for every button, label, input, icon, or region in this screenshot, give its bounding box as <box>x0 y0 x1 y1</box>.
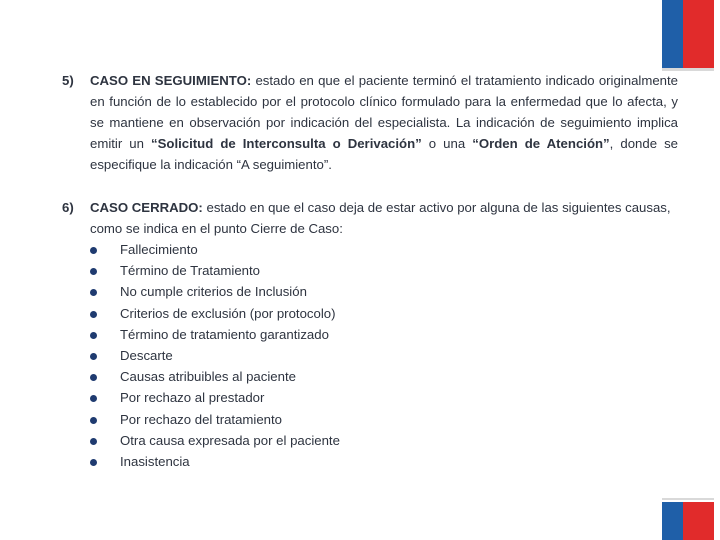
list-item-label: Criterios de exclusión (por protocolo) <box>120 305 336 321</box>
item-body <box>90 70 678 175</box>
list-item-label: Causas atribuibles al paciente <box>120 369 296 385</box>
list-item-label: Fallecimiento <box>120 242 198 257</box>
flag-red-stripe <box>683 0 714 68</box>
bullet-icon <box>90 247 97 254</box>
item-caso-cerrado <box>62 197 678 472</box>
flag-blue-stripe <box>662 0 683 68</box>
bullet-icon <box>90 438 97 445</box>
list-item-label: Otra causa expresada por el paciente <box>120 432 340 448</box>
flag-red-stripe <box>683 502 714 540</box>
item-title: CASO EN SEGUIMIENTO: <box>90 73 252 88</box>
bullet-icon <box>90 417 97 424</box>
item-paragraph <box>90 197 678 239</box>
list-item-label: Término de Tratamiento <box>120 263 260 279</box>
item-body <box>90 197 678 472</box>
item-number: 6) <box>62 200 74 215</box>
list-item-label: Por rechazo del tratamiento <box>120 411 282 427</box>
bold-phrase: “Solicitud de Interconsulta o Derivación” <box>151 136 422 151</box>
item-text: estado en que el paciente terminó el tratamiento indicado originalmente en función de lo establecido por el protocolo clínico formulado para la enfermedad que lo afecta, y se mantiene en observación por indicación del especialista. La indicación de seguimiento implica emitir un <box>90 73 678 151</box>
list-item <box>90 281 678 302</box>
list-item-label: Inasistencia <box>120 453 190 469</box>
list-item <box>90 387 678 408</box>
list-item-label: Descarte <box>120 347 173 363</box>
flag-divider-bottom <box>662 498 714 500</box>
bold-phrase: “Orden de Atención” <box>472 136 610 151</box>
bullet-icon <box>90 395 97 402</box>
list-item <box>90 409 678 430</box>
list-item <box>90 451 678 472</box>
bullet-icon <box>90 332 97 339</box>
bullet-icon <box>90 268 97 275</box>
bullet-icon <box>90 311 97 318</box>
item-title: CASO CERRADO: <box>90 200 203 215</box>
list-item <box>90 345 678 366</box>
bullet-icon <box>90 289 97 296</box>
item-paragraph <box>90 70 678 175</box>
item-text: o una <box>421 136 473 151</box>
flag-logo-top <box>662 0 714 68</box>
flag-logo-bottom <box>662 502 714 540</box>
item-text: , donde se especifique la indicación “A seguimiento”. <box>90 136 679 172</box>
list-item <box>90 366 678 387</box>
causes-list <box>90 239 678 472</box>
list-item-label: Término de tratamiento garantizado <box>120 326 329 342</box>
bullet-icon <box>90 374 97 381</box>
bullet-icon <box>90 353 97 360</box>
bullet-icon <box>90 459 97 466</box>
item-text: estado en que el caso deja de estar activo por alguna de las siguientes causas, como se indica en el punto Cierre de Caso: <box>90 200 671 236</box>
list-item <box>90 430 678 451</box>
list-item-label: Por rechazo al prestador <box>120 390 265 406</box>
list-item <box>90 260 678 281</box>
flag-blue-stripe <box>662 502 683 540</box>
list-item <box>90 324 678 345</box>
list-item-label: No cumple criterios de Inclusión <box>120 284 307 300</box>
list-item <box>90 303 678 324</box>
item-number: 5) <box>62 73 74 88</box>
list-item <box>90 239 678 260</box>
item-caso-en-seguimiento <box>62 70 678 175</box>
